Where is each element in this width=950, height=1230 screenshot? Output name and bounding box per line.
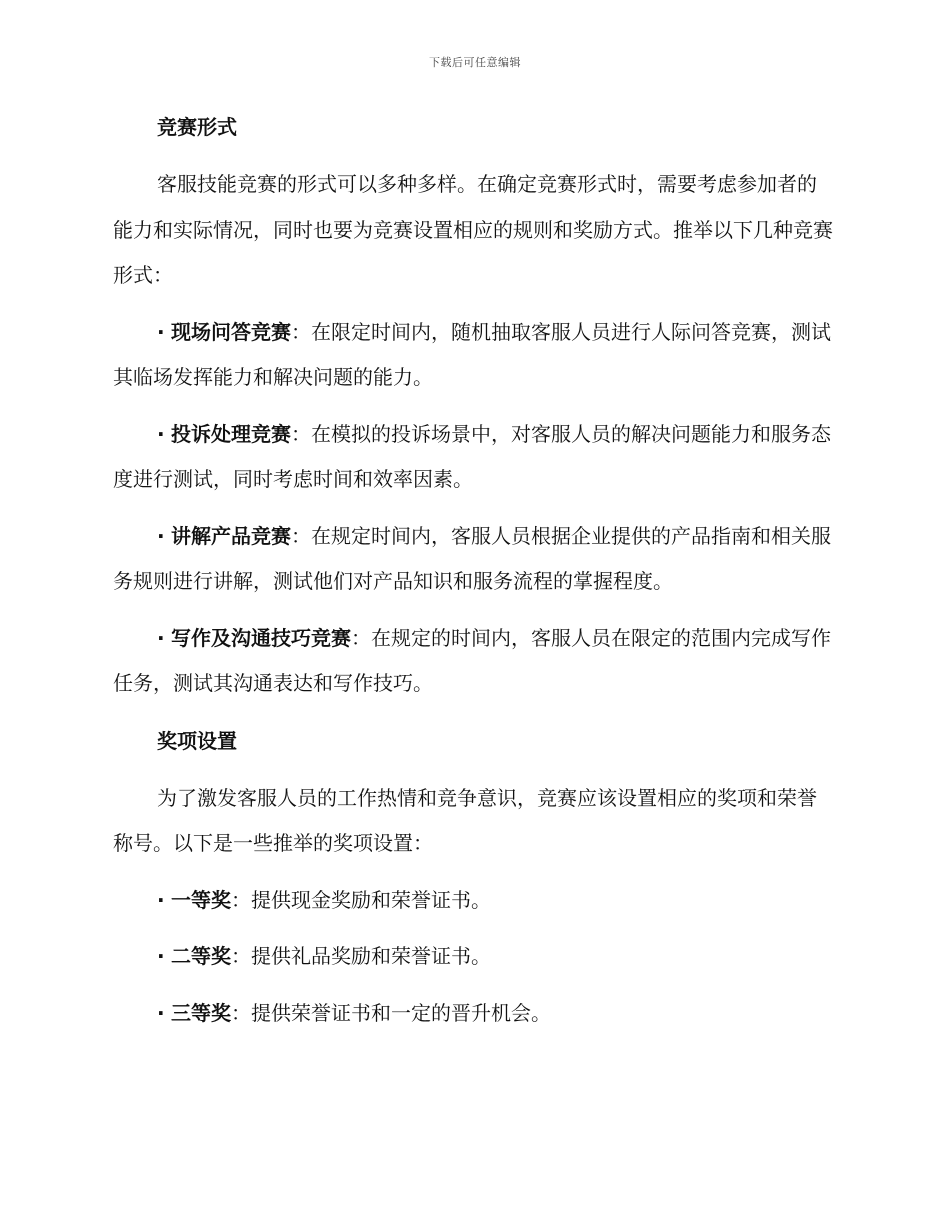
list-item-description: ：提供荣誉证书和一定的晋升机会。 — [230, 1000, 551, 1025]
list-item-term: 讲解产品竞赛 — [170, 523, 291, 548]
list-item-description: ：在规定的时间内，客服人员在限定的范围内完成写作任务，测试其沟通表达和写作技巧。 — [113, 625, 831, 695]
section-intro-paragraph: 客服技能竞赛的形式可以多种多样。在确定竞赛形式时，需要考虑参加者的能力和实际情况，同时也要为竞赛设置相应的规则和奖励方式。推举以下几种竞赛形式： — [113, 172, 833, 287]
list-item-term: 写作及沟通技巧竞赛 — [170, 625, 351, 650]
bullet-dot: · — [157, 421, 165, 446]
list-item-term: 投诉处理竞赛 — [170, 421, 291, 446]
section-heading-competition-format: 竞赛形式 — [157, 115, 237, 139]
document-body — [113, 104, 835, 1036]
list-item-term: 现场问答竞赛 — [170, 319, 291, 344]
list-item-description: ：提供现金奖励和荣誉证书。 — [230, 887, 491, 912]
list-item — [113, 934, 835, 980]
page-header-note: 下载后可任意编辑 — [429, 56, 521, 69]
list-item — [113, 310, 835, 401]
bullet-dot: · — [157, 523, 165, 548]
list-item — [113, 412, 835, 503]
bullet-dot: · — [157, 319, 165, 344]
list-item-description: ：在规定时间内，客服人员根据企业提供的产品指南和相关服务规则进行讲解，测试他们对产品知识和服务流程的掌握程度。 — [113, 523, 831, 593]
list-item-description: ：在限定时间内，随机抽取客服人员进行人际问答竞赛，测试其临场发挥能力和解决问题的能力。 — [113, 319, 831, 389]
list-item-description: ：提供礼品奖励和荣誉证书。 — [230, 944, 491, 968]
list-item-term: 二等奖 — [170, 944, 231, 968]
bullet-dot: · — [157, 887, 165, 912]
list-item — [113, 878, 835, 924]
list-item — [113, 991, 835, 1037]
list-item — [113, 514, 835, 605]
section-heading-award-settings: 奖项设置 — [157, 728, 237, 753]
section-intro-paragraph: 为了激发客服人员的工作热情和竞争意识，竞赛应该设置相应的奖项和荣誉称号。以下是一些推举的奖项设置： — [113, 785, 817, 855]
list-item-term: 三等奖 — [170, 1000, 231, 1025]
bullet-dot: · — [157, 944, 165, 968]
bullet-dot: · — [157, 625, 165, 650]
list-item-description: ：在模拟的投诉场景中，对客服人员的解决问题能力和服务态度进行测试，同时考虑时间和效率因素。 — [113, 421, 831, 491]
list-item-term: 一等奖 — [170, 887, 231, 912]
list-item — [113, 616, 835, 707]
bullet-dot: · — [157, 1000, 165, 1025]
